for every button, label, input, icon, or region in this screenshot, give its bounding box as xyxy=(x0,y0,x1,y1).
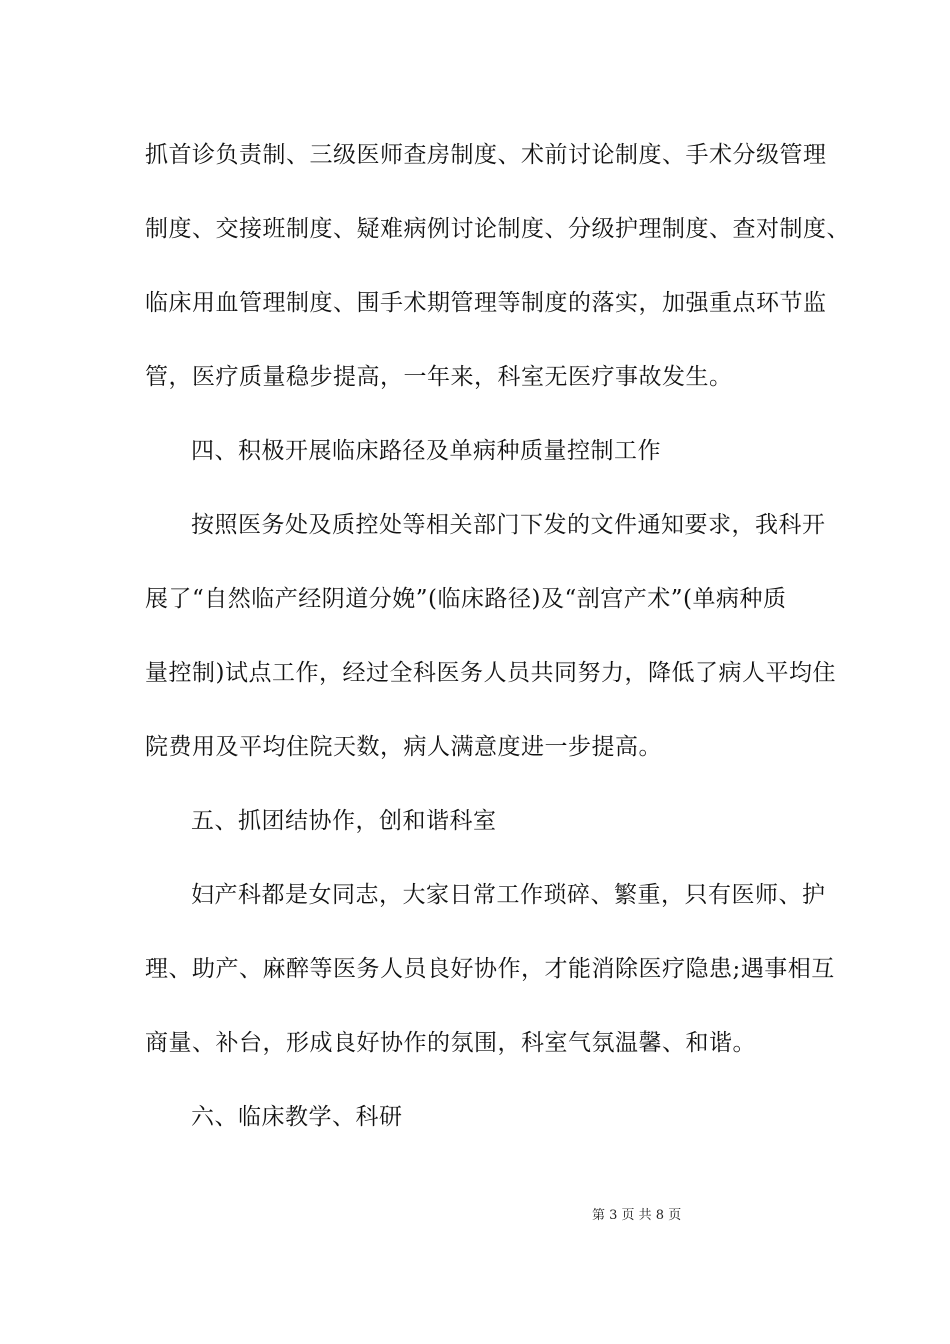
body-text-line: 院费用及平均住院天数，病人满意度进一步提高。 xyxy=(145,734,662,760)
section-heading: 四、积极开展临床路径及单病种质量控制工作 xyxy=(191,438,661,464)
body-text-line: 商量、补台，形成良好协作的氛围，科室气氛温馨、和谐。 xyxy=(145,1030,756,1056)
section-heading: 五、抓团结协作，创和谐科室 xyxy=(191,808,497,834)
body-text-line: 妇产科都是女同志，大家日常工作琐碎、繁重，只有医师、护 xyxy=(191,882,826,908)
body-text-line: 展了“自然临产经阴道分娩”(临床路径)及“剖宫产术”(单病种质 xyxy=(145,586,787,612)
page-number: 第 3 页 共 8 页 xyxy=(592,1208,682,1223)
body-text-line: 抓首诊负责制、三级医师查房制度、术前讨论制度、手术分级管理 xyxy=(145,142,827,168)
section-heading: 六、临床教学、科研 xyxy=(191,1104,403,1130)
body-text-line: 量控制)试点工作，经过全科医务人员共同努力，降低了病人平均住 xyxy=(145,660,836,686)
body-text-line: 制度、交接班制度、疑难病例讨论制度、分级护理制度、查对制度、 xyxy=(145,216,850,242)
body-text-line: 管，医疗质量稳步提高，一年来，科室无医疗事故发生。 xyxy=(145,364,733,390)
body-text-line: 理、助产、麻醉等医务人员良好协作，才能消除医疗隐患;遇事相互 xyxy=(145,956,835,982)
body-text-line: 临床用血管理制度、围手术期管理等制度的落实，加强重点环节监 xyxy=(145,290,827,316)
body-text-line: 按照医务处及质控处等相关部门下发的文件通知要求，我科开 xyxy=(191,512,826,538)
